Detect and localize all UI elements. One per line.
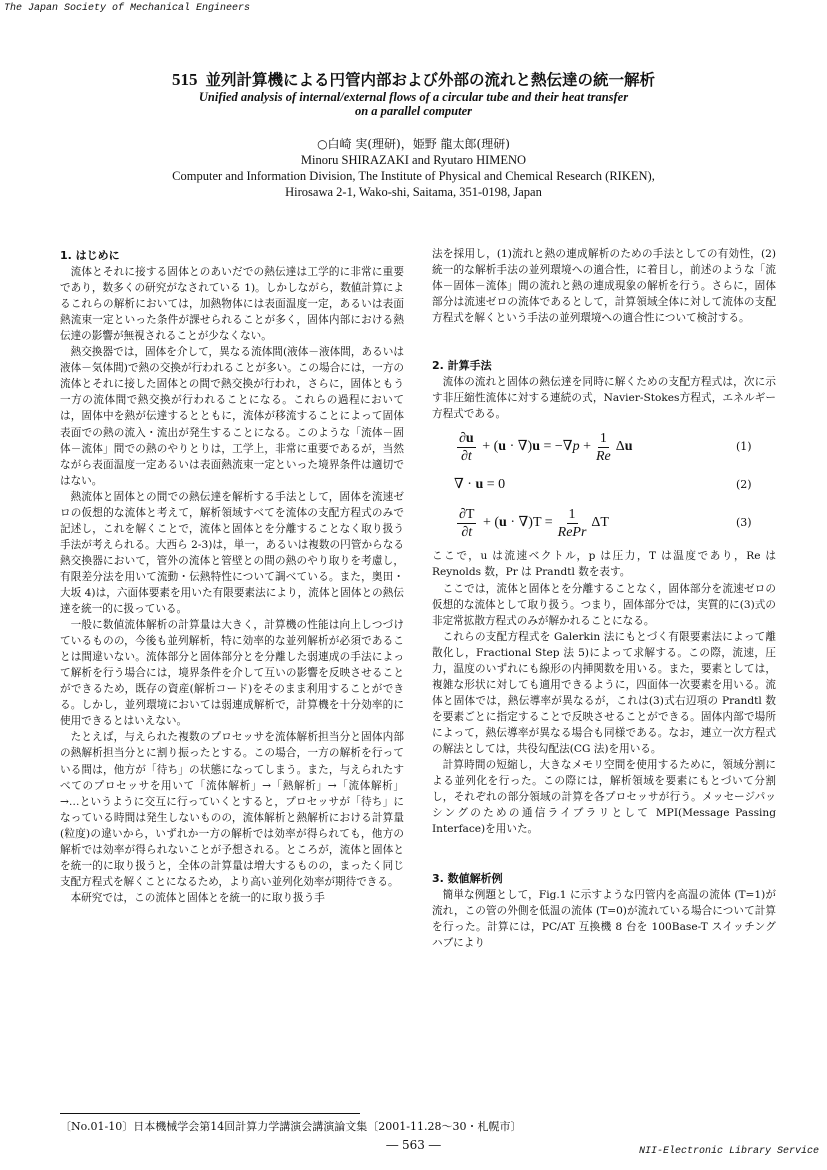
paragraph: これらの支配方程式を Galerkin 法にもとづく有限要素法によって離散化し，Fractional Step 法 5)によって求解する。この際，流速，圧力，温度のいずれにも線形の内挿関数を用いる。また，要素としては，複雑な形状に対しても適用できるように，四面体一次要素を用いる。流体と固体では，熱伝導率が異なるが，これは(3)式右辺項の Prandtl 数を要素ごとに指定することで反映させることができる。固体内部で場所によって，熱伝導率が異なる場合も同様である。なお，連立一次方程式の解法としては，共役勾配法(CG 法)を用いる。 xyxy=(432,630,776,755)
english-title-line2: on a parallel computer xyxy=(354,104,473,118)
left-column xyxy=(60,248,404,906)
paragraph: 流体の流れと固体の熱伝達を同時に解くための支配方程式は，次に示す非圧縮性流体に対する連続の式，Navier-Stokes方程式，エネルギー方程式である。 xyxy=(432,376,776,421)
japanese-title: 515 並列計算機による円管内部および外部の流れと熱伝達の統一解析 xyxy=(171,70,655,89)
affiliation-line1: Computer and Information Division, The Institute of Physical and Chemical Research (RIKEN), xyxy=(172,169,655,183)
equation-number: (1) xyxy=(736,440,752,454)
paragraph: 本研究では，この流体と固体とを統一的に取り扱う手 xyxy=(70,891,325,904)
title-block xyxy=(60,70,767,200)
paper-number: 515 xyxy=(171,70,198,89)
equation-2: ∇ · u = 0 (2) xyxy=(454,472,776,498)
section-1-heading: 1. はじめに xyxy=(60,249,120,262)
paragraph: たとえば，与えられた複数のプロセッサを流体解析担当分と固体内部の熱解析担当分とに割り振ったとする。この場合，一方の解析を行っている間は，他方が「待ち」の状態になってしまう。また，与えられたすべてのプロセッサを用いて「流体解析」→「熱解析」→「流体解析」→…というように交互に行っていくとすると，プロセッサが「待ち」になっている時間は発生しないものの，流体解析と熱解析における計算量(粒度)の違いから，いずれか一方の解析では効率が得られても，他方の解析では効率が得られないことが予想される。ところが，流体と固体とを統一的に取り扱うと，全体の計算量は増大するものの，まったく同じ支配方程式を解くことになるため，より高い並列化効率が期待できる。 xyxy=(60,731,404,888)
english-title-line1: Unified analysis of internal/external flows of a circular tube and their heat transfer xyxy=(198,90,629,104)
equation-1: $\frac{\partial u}{\partial t}$ + (u · ∇)u = −∇p + $\frac{1}{Re}$ Δu (1) xyxy=(454,428,776,466)
section-2-heading: 2. 計算手法 xyxy=(432,359,492,373)
paragraph: 熱流体と固体との間での熱伝達を解析する手法として，固体を流速ゼロの仮想的な流体と考えて，解析領域すべてを流体の支配方程式のみで記述し，これを解くことで，流体と固体とを分離することなく取り扱う手法が考えられる。大西ら 2-3)は，単一，あるいは複数の円管からなる熱交換器において，管外の流体と管壁との間の熱のやり取りを考慮し，有限差分法を用いて流動・伝熱特性について調べている。また，奥田・大坂 4)は，六面体要素を用いた有限要素法により，流体と固体との熱伝達を統一的に扱っている。 xyxy=(60,490,404,616)
paragraph: 一般に数値流体解析の計算量は大きく，計算機の性能は向上しつづけているものの，今後も並列解析，特に効率的な並列解析が必須であることは間違いない。流体部分と固体部分とを分離した弱連成の手法によって解析を行う場合には，境界条件を介して互いの影響を反映させることができるため，既存の資産(解析コード)をそのまま利用することができる。しかし，並列環境においては弱連成解析で，計算機を十分効率的に使用できるとはいえない。 xyxy=(60,619,404,728)
society-header: The Japan Society of Mechanical Engineers xyxy=(4,3,251,14)
equation-3: $\frac{\partial T}{\partial t}$ + (u · ∇)T = $\frac{1}{\text{RePr}}$ ΔT (3) xyxy=(454,504,776,542)
page-number: ― 563 ― xyxy=(386,1138,441,1152)
paragraph: 流体とそれに接する固体とのあいだでの熱伝達は工学的に非常に重要であり，数多くの研究がなされている 1)。しかしながら，数値計算によるこれらの解析においては，加熱物体には表面温度一定，あるいは表面熱流束一定といった条件が課せられることが多く，固体内部における熱伝達の影響が無視されることが少なくない。 xyxy=(60,266,404,343)
equation-number: (3) xyxy=(736,516,752,530)
equation-number: (2) xyxy=(736,478,752,492)
paragraph: ここでは，流体と固体とを分離することなく，固体部分を流速ゼロの仮想的な流体として取り扱う。つまり，固体部分では，実質的に(3)式の非定常拡散方程式のみが解かれることになる。 xyxy=(432,582,776,627)
proceedings-note: 〔No.01-10〕日本機械学会第14回計算力学講演会講演論文集〔2001-11.28～30・札幌市〕 xyxy=(60,1120,522,1133)
paragraph: 熱交換器では，固体を介して，異なる流体間(液体－液体間，あるいは液体－気体間)で熱の交換が行われることが多い。この場合には，一方の流体とそれに接した固体との間で熱交換が行われ，さらに，固体ともう一方の流体間で熱交換が行われることになる。これらの過程においては，固体中を熱が伝達するとともに，流体が移流することによって固体表面での熱の流入・流出が発生することになる。このような「流体－固体－流体」間での熱のやりとりは，工学上，非常に重要であるが，当然ながら表面温度一定あるいは表面熱流束一定といった境界条件は適切ではない。 xyxy=(60,346,404,487)
affiliation-line2: Hirosawa 2-1, Wako-shi, Saitama, 351-0198, Japan xyxy=(285,185,542,199)
right-column xyxy=(432,246,776,952)
paragraph: 法を採用し，(1)流れと熱の連成解析のための手法としての有効性，(2)統一的な解析手法の並列環境への適合性，に着目し，前述のような「流体－固体－流体」間の流れと熱の連成現象の解析を行う。さらに，固体部分は流速ゼロの流体であるとして，計算領域全体に対して流体の支配方程式を解くという手法の並列環境への適合性について検討する。 xyxy=(432,248,776,325)
authors-japanese: ○白崎 実(理研)，姫野 龍太郎(理研) xyxy=(317,137,510,151)
paragraph: 簡単な例題として，Fig.1 に示すような円管内を高温の流体 (T=1)が流れ，この管の外側を低温の流体 (T=0)が流れている場合について計算を行った。計算には，PC/AT 互換機 8 台を 100Base-T スイッチングハブにより xyxy=(432,889,776,950)
footer-rule xyxy=(60,1113,360,1114)
authors-english: Minoru SHIRAZAKI and Ryutaro HIMENO xyxy=(300,153,527,167)
paragraph: 計算時間の短縮し，大きなメモリ空間を使用するために，領域分割による並列化を行った。この際には，解析領域を要素にもとづいて分割し，それぞれの部分領域の計算を各プロセッサが行う。メッセージパッシングのための通信ライブラリとして MPI(Message Passing Interface)を用いた。 xyxy=(432,759,776,836)
section-3-heading: 3. 数値解析例 xyxy=(432,872,503,886)
service-footer: NII-Electronic Library Service xyxy=(638,1146,819,1157)
paragraph: ここで，u は流速ベクトル，p は圧力，T は温度であり，Re は Reynolds 数，Pr は Prandtl 数を表す。 xyxy=(432,550,776,579)
